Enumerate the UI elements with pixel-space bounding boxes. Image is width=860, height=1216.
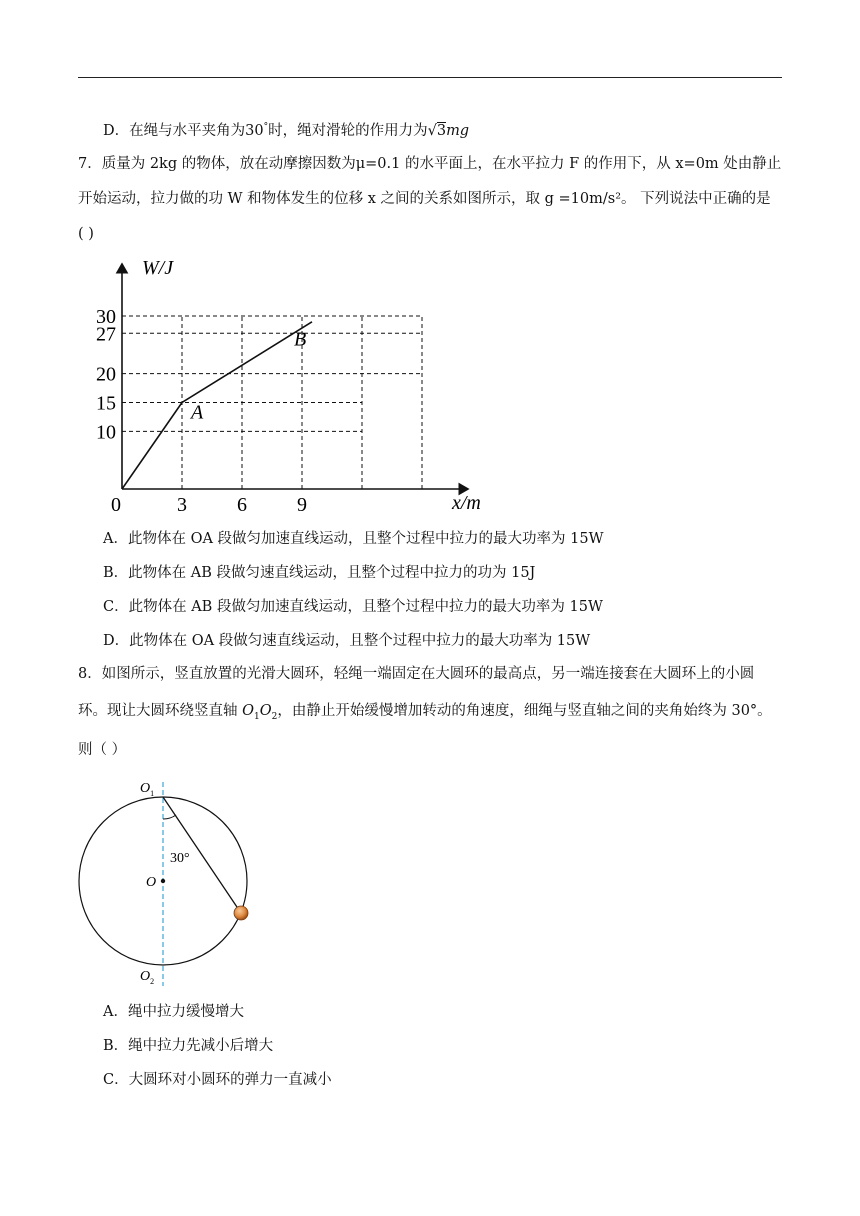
q7-option-d: D．此物体在 OA 段做匀速直线运动，且整个过程中拉力的最大功率为 15W: [103, 633, 591, 649]
q7-option-a: A．此物体在 OA 段做匀加速直线运动，且整个过程中拉力的最大功率为 15W: [103, 531, 604, 547]
y-tick-label: 15: [96, 392, 116, 415]
q7-work-displacement-chart: [80, 252, 500, 522]
q8-stem-line1: 8．如图所示，竖直放置的光滑大圆环，轻绳一端固定在大圆环的最高点，另一端连接套在大圆环上的小圆: [78, 666, 755, 682]
y-axis-label: W/J: [142, 257, 174, 279]
point-label-b: B: [294, 328, 307, 351]
axis-o2-sub: 2: [271, 711, 278, 722]
axis-o1-sub: 1: [254, 711, 260, 722]
small-ring-ball: [234, 906, 248, 920]
q7-option-c: C．此物体在 AB 段做匀加速直线运动，且整个过程中拉力的最大功率为 15W: [103, 599, 603, 615]
x-tick-label: 6: [237, 494, 247, 516]
x-tick-label: 9: [297, 494, 307, 516]
q7-stem-line1: 7．质量为 2kg 的物体，放在动摩擦因数为μ=0.1 的水平面上，在水平拉力 F 的作用下，从 x=0m 处由静止: [78, 156, 782, 172]
bottom-point-label: $O_2$: [140, 969, 155, 986]
point-label-a: A: [191, 401, 204, 424]
q8-stem-line2-b: ，由静止开始缓慢增加转动的角速度，细绳与竖直轴之间的夹角始终为 30°。: [277, 703, 772, 719]
q7-option-b: B．此物体在 AB 段做匀速直线运动，且整个过程中拉力的功为 15J: [103, 565, 536, 581]
q8-ring-figure: [70, 772, 270, 992]
q6-option-d: [103, 117, 469, 141]
angle-arc: [163, 815, 176, 819]
q6-option-d-prefix: D．在绳与水平夹角为30: [103, 122, 264, 139]
x-tick-label: 0: [111, 494, 121, 516]
q7-stem-line3: ( ): [78, 226, 94, 242]
center-dot: [161, 879, 165, 883]
top-point-label: $O_1$: [140, 781, 155, 798]
q8-option-b: B．绳中拉力先减小后增大: [103, 1038, 274, 1054]
q8-option-c: C．大圆环对小圆环的弹力一直减小: [103, 1072, 332, 1088]
sqrt-radicand: 3: [436, 122, 447, 139]
q7-stem-line2: 开始运动，拉力做的功 W 和物体发生的位移 x 之间的关系如图所示，取 g =10m/s²。 下列说法中正确的是: [78, 191, 771, 207]
y-tick-label: 20: [96, 363, 116, 386]
degree-sign: °: [263, 122, 269, 132]
y-tick-label: 10: [96, 421, 116, 444]
y-tick-label: 27: [96, 323, 116, 346]
chart-grid: [122, 316, 422, 489]
w-x-series-line: [122, 322, 312, 489]
q8-stem-line2: [78, 701, 772, 727]
y-tick-label: 30: [96, 306, 116, 328]
header-rule: [78, 77, 782, 78]
q8-stem-line2-a: 环。现让大圆环绕竖直轴: [78, 703, 243, 719]
sqrt-symbol: √: [427, 122, 437, 139]
x-tick-label: 3: [177, 494, 187, 516]
center-label: O: [146, 875, 157, 890]
angle-label: 30°: [170, 851, 190, 866]
q6-option-d-tail: mg: [446, 122, 470, 139]
x-axis-label: x/m: [452, 492, 481, 514]
q8-option-a: A．绳中拉力缓慢增大: [103, 1004, 244, 1020]
axis-o1: O: [242, 703, 254, 719]
q8-stem-line3: 则（ ）: [78, 742, 127, 758]
axis-o2: O: [259, 703, 272, 719]
q6-option-d-mid: 时，绳对滑轮的作用力为: [268, 122, 428, 139]
